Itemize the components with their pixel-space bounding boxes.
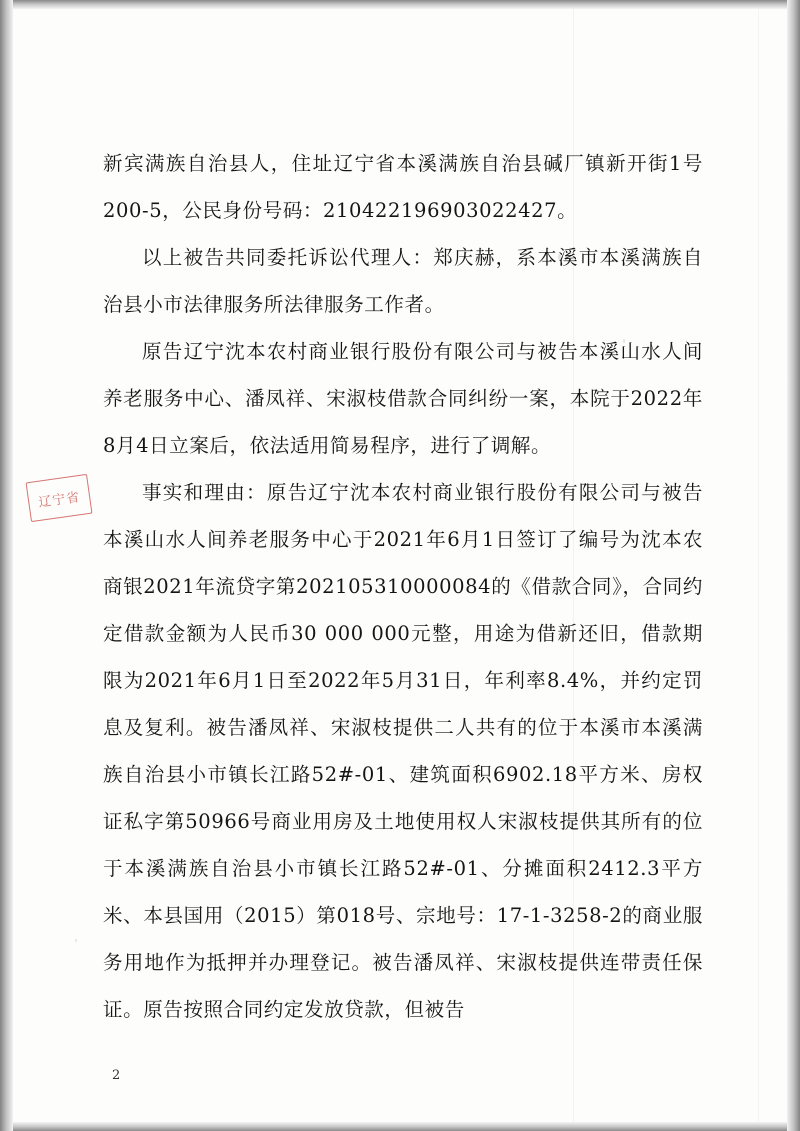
paragraph-3: 原告辽宁沈本农村商业银行股份有限公司与被告本溪山水人间养老服务中心、潘凤祥、宋淑枝借款合同纠纷一案，本院于2022年8月4日立案后，依法适用简易程序，进行了调解。 [103,340,703,457]
page-number: 2 [112,1068,121,1083]
document-body [103,140,703,1033]
paragraph-1: 新宾满族自治县人，住址辽宁省本溪满族自治县碱厂镇新开街1号 200-5，公民身份号码：210422196903022427。 [103,152,703,222]
scan-edge-left [0,0,13,1131]
scan-edge-right [787,0,800,1131]
scan-edge-bottom [0,1122,800,1131]
paragraph-2: 以上被告共同委托诉讼代理人：郑庆赫，系本溪市本溪满族自治县小市法律服务所法律服务工作者。 [103,246,703,316]
red-seal-stamp [26,474,93,522]
paragraph-4: 事实和理由：原告辽宁沈本农村商业银行股份有限公司与被告本溪山水人间养老服务中心于2021年6月1日签订了编号为沈本农商银2021年流贷字第202105310000084的《借款合同》，合同约定借款金额为人民币30 000 000元整，用途为借新还旧，借款期限为2021年6月1日至2022年5月31日，年利率8.4%，并约定罚息及复利。被告潘凤祥、宋淑枝提供二人共有的位于本溪市本溪满族自治县小市镇长江路52#-01、建筑面积6902.18平方米、房权证私字第50966号商业用房及土地使用权人宋淑枝提供其所有的位于本溪满族自治县小市镇长江路52#-01、分摊面积2412.3平方米、本县国用（2015）第018号、宗地号：17-1-3258-2的商业服务用地作为抵押并办理登记。被告潘凤祥、宋淑枝提供连带责任保证。原告按照合同约定发放贷款，但被告 [103,481,703,1021]
fold-crease [758,9,759,1122]
seal-label: 辽宁省 [37,489,82,511]
scan-speck [75,939,77,942]
scan-edge-top [0,0,800,9]
